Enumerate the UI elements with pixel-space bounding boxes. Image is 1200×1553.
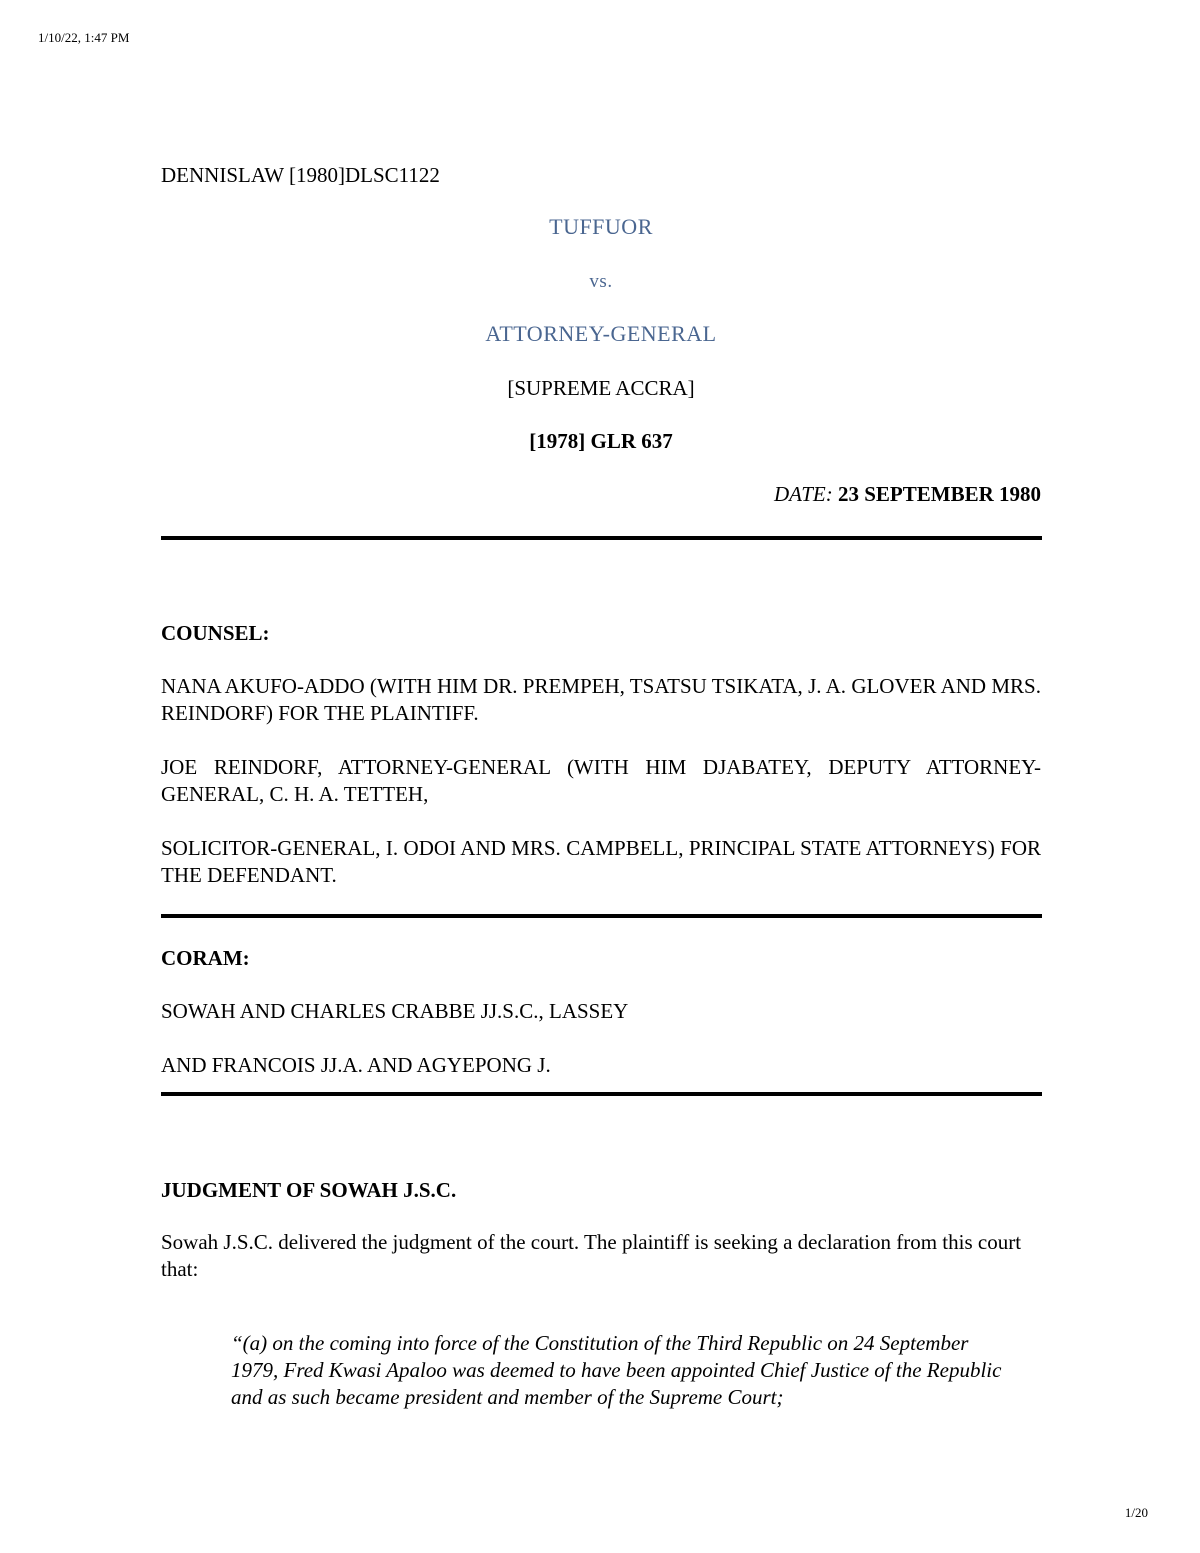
counsel-line: JOE REINDORF, ATTORNEY-GENERAL (WITH HIM DJABATEY, DEPUTY ATTORNEY-GENERAL, C. H. A. TETTEH, xyxy=(161,755,1041,806)
defendant-name: ATTORNEY-GENERAL xyxy=(485,321,717,346)
page-number: 1/20 xyxy=(1124,1505,1148,1520)
counsel-line: SOLICITOR-GENERAL, I. ODOI AND MRS. CAMPBELL, PRINCIPAL STATE ATTORNEYS) FOR THE DEFENDANT. xyxy=(161,836,1041,887)
date-label: DATE: xyxy=(774,482,833,506)
judgment-heading: JUDGMENT OF SOWAH J.S.C. xyxy=(161,1178,457,1202)
coram-line: AND FRANCOIS JJ.A. AND AGYEPONG J. xyxy=(161,1053,551,1077)
judgment-date xyxy=(161,481,1041,508)
judgment-intro: Sowah J.S.C. delivered the judgment of the court. The plaintiff is seeking a declaration from this court that: xyxy=(161,1230,1022,1281)
judgment-quote: “(a) on the coming into force of the Constitution of the Third Republic on 24 September 1979, Fred Kwasi Apaloo was deemed to have been appointed Chief Justice of the Republic and as such became president and member of the Supreme Court; xyxy=(231,1331,1002,1409)
citation-reference: DENNISLAW [1980]DLSC1122 xyxy=(161,163,440,187)
plaintiff-name: TUFFUOR xyxy=(549,214,653,239)
coram-line: SOWAH AND CHARLES CRABBE JJ.S.C., LASSEY xyxy=(161,999,629,1023)
section-divider xyxy=(161,914,1042,918)
law-report-citation: [1978] GLR 637 xyxy=(529,429,673,453)
section-divider xyxy=(161,1092,1042,1096)
print-timestamp: 1/10/22, 1:47 PM xyxy=(38,30,130,45)
coram-heading: CORAM: xyxy=(161,946,250,970)
counsel-line: NANA AKUFO-ADDO (WITH HIM DR. PREMPEH, TSATSU TSIKATA, J. A. GLOVER AND MRS. REINDORF) FOR THE PLAINTIFF. xyxy=(161,674,1041,725)
court-name: [SUPREME ACCRA] xyxy=(507,376,695,400)
date-value: 23 SEPTEMBER 1980 xyxy=(837,482,1041,506)
versus-label: vs. xyxy=(589,271,613,292)
counsel-heading: COUNSEL: xyxy=(161,621,270,645)
section-divider xyxy=(161,536,1042,540)
